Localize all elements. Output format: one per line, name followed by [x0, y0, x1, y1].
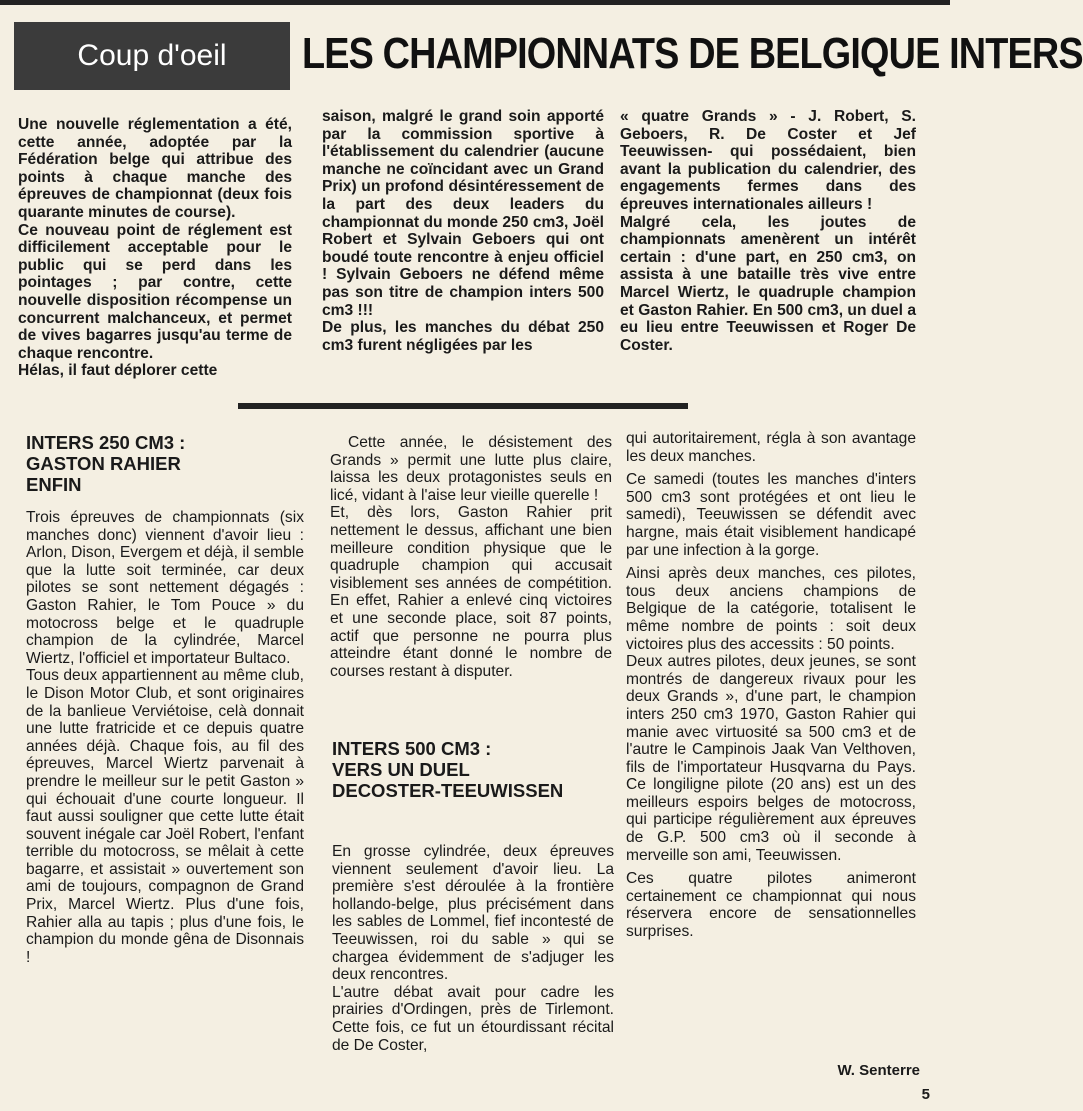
intro-paragraph: saison, malgré le grand soin apporté par la commission sportive à l'établissement du calendrier (aucune manche ne coïncidant avec un Grand Prix) un profond désintéressement de la part des deux leaders du championnat du monde 250 cm3, Joël Robert et Sylvain Geboers qui ont boudé toute rencontre à enjeu officiel ! Sylvain Geboers ne défend même pas son titre de champion inters 500 cm3 !!! — [322, 108, 604, 319]
intro-paragraph: « quatre Grands » - J. Robert, S. Geboers, R. De Coster et Jef Teeuwissen- qui possédaient, bien avant la publication du calendrier, des engagements fermes dans des épreuves internationales ailleurs ! — [620, 108, 916, 213]
page-headline: LES CHAMPIONNATS DE BELGIQUE INTERS — [302, 29, 1083, 78]
body-paragraph: Et, dès lors, Gaston Rahier prit nettement le dessus, affichant une bien meilleure condition physique que le quadruple champion qui accusait visiblement ses années de compétition. En effet, Rahier a enlevé cinq victoires et une seconde place, soit 87 points, actif que personne ne pourra plus atteindre étant donné le nombre de courses restant à disputer. — [330, 504, 612, 680]
intro-paragraph: De plus, les manches du débat 250 cm3 furent négligées par les — [322, 319, 604, 354]
body-paragraph: Tous deux appartiennent au même club, le Dison Motor Club, et sont originaires de la banlieue Verviétoise, celà donnait une lutte fratricide et ce depuis quatre années déjà. Chaque fois, au fil des épreuves, Marcel Wiertz parvenait à prendre le meilleur sur le petit Gaston » qui échouait d'une courte longueur. Il faut aussi souligner que cette lutte était souvent inégale car Joël Robert, l'enfant terrible du motocross, se mêlait à cette bagarre, et assistait » ouvertement son ami de toujours, compagnon de Grand Prix, Marcel Wiertz. Plus d'une fois, Rahier alla au tapis ; plus d'une fois, le champion du monde gêna de Disonnais ! — [26, 667, 304, 966]
section-divider — [238, 403, 688, 409]
body-column-2 — [330, 434, 612, 680]
page-number: 5 — [921, 1086, 930, 1103]
author-signature: W. Senterre — [837, 1062, 920, 1079]
body-paragraph: qui autoritairement, régla à son avantage les deux manches. — [626, 430, 916, 465]
rubric-label: Coup d'oeil — [14, 22, 290, 90]
body-paragraph: L'autre débat avait pour cadre les prairies d'Ordingen, près de Tirlemont. Cette fois, ce fut un étourdissant récital de De Coster, — [332, 983, 614, 1054]
section-title-250: INTERS 250 CM3 : GASTON RAHIER ENFIN — [26, 432, 186, 495]
body-paragraph: En grosse cylindrée, deux épreuves viennent seulement d'avoir lieu. La première s'est déroulée à la frontière hollando-belge, plus précisément dans les sables de Lommel, fief incontesté de Teeuwissen, roi du sable » qui se chargea évidemment de s'adjuger les deux rencontres. — [332, 843, 614, 984]
body-paragraph: Trois épreuves de championnats (six manches donc) viennent d'avoir lieu : Arlon, Dison, Evergem et déjà, il semble que la lutte soit terminée, car deux pilotes se sont nettement dégagés : Gaston Rahier, le Tom Pouce » du motocross belge et le quadruple champion de la cylindrée, Marcel Wiertz, l'officiel et importateur Bultaco. — [26, 509, 304, 667]
body-paragraph: Ce samedi (toutes les manches d'inters 500 cm3 sont protégées et ont lieu le samedi), Teeuwissen se défendit avec hargne, mais était visiblement handicapé par une infection à la gorge. — [626, 471, 916, 559]
intro-column-1 — [18, 116, 292, 380]
body-column-1 — [26, 432, 304, 966]
body-paragraph: Ainsi après deux manches, ces pilotes, tous deux anciens champions de Belgique de la catégorie, totalisent le même nombre de points : soit deux victoires plus des accessits : 50 points. — [626, 565, 916, 653]
intro-paragraph: Hélas, il faut déplorer cette — [18, 362, 218, 380]
intro-paragraph: Malgré cela, les joutes de championnats amenèrent un intérêt certain : d'une part, en 250 cm3, on assista à une bataille très vive entre Marcel Wiertz, le quadruple champion et Gaston Rahier. En 500 cm3, un duel a eu lieu entre Teeuwissen et Roger De Coster. — [620, 213, 916, 354]
intro-paragraph: Une nouvelle réglementation a été, cette année, adoptée par la Fédération belge qui attribue des points à chaque manche des épreuves de championnat (deux fois quarante minutes de course). — [18, 116, 292, 221]
body-paragraph: Cette année, le désistement des Grands » permit une lutte plus claire, laissa les deux protagonistes seuls en licé, vidant à l'aise leur vieille querelle ! — [330, 434, 612, 504]
body-paragraph: Deux autres pilotes, deux jeunes, se sont montrés de dangereux rivaux pour les deux Grands », d'une part, le champion inters 250 cm3 1970, Gaston Rahier qui manie avec virtuosité sa 500 cm3 et de l'autre le Campinois Jaak Van Velthoven, fils de l'importateur Husqvarna du Pays. Ce longiligne pilote (20 ans) est un des meilleurs espoirs belges de motocross, qui participe régulièrement aux épreuves de G.P. 500 cm3 où il seconde à merveille son ami, Teeuwissen. — [626, 653, 916, 864]
intro-column-2 — [322, 108, 604, 354]
section-title-500: INTERS 500 CM3 : VERS UN DUEL DECOSTER-TEEUWISSEN — [332, 738, 564, 801]
body-paragraph: Ces quatre pilotes animeront certainement ce championnat qui nous réservera encore de sensationnelles surprises. — [626, 870, 916, 941]
body-column-2-lower — [332, 738, 614, 1054]
body-column-3 — [626, 430, 916, 941]
intro-column-3 — [620, 108, 916, 354]
intro-paragraph: Ce nouveau point de réglement est difficilement acceptable pour le public qui se perd dans les pointages ; par contre, cette nouvelle disposition récompense un concurrent malchanceux, et permet de vives bagarres jusqu'au terme de chaque rencontre. — [18, 221, 292, 362]
top-rule — [0, 0, 950, 5]
